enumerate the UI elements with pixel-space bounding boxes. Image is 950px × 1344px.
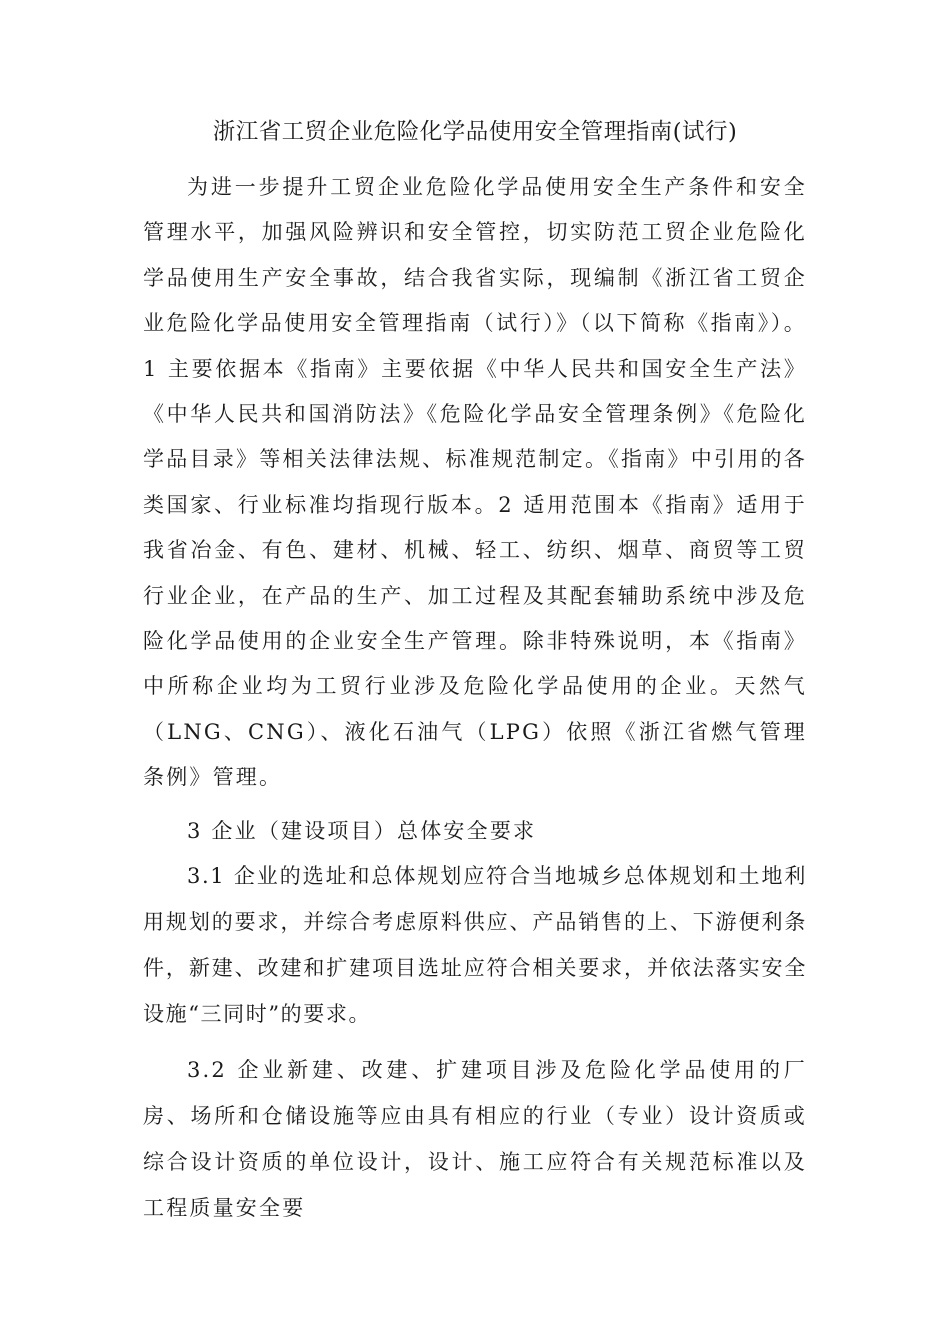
- document-title: 浙江省工贸企业危险化学品使用安全管理指南(试行): [212, 119, 738, 145]
- section-heading-3: 3 企业（建设项目）总体安全要求: [187, 819, 537, 843]
- paragraph-intro: 为进一步提升工贸企业危险化学品使用安全生产条件和安全管理水平，加强风险辨识和安全管控，切实防范工贸企业危险化学品使用生产安全事故，结合我省实际，现编制《浙江省工贸企业危险化学品使用安全管理指南（试行）》（以下简称《指南》）。1 主要依据本《指南》主要依据《中华人民共和国安全生产法》《中华人民共和国消防法》《危险化学品安全管理条例》《危险化学品目录》等相关法律法规、标准规范制定。《指南》中引用的各类国家、行业标准均指现行版本。2 适用范围本《指南》适用于我省冶金、有色、建材、机械、轻工、纺织、烟草、商贸等工贸行业企业，在产品的生产、加工过程及其配套辅助系统中涉及危险化学品使用的企业安全生产管理。除非特殊说明，本《指南》中所称企业均为工贸行业涉及危险化学品使用的企业。天然气（LNG、CNG）、液化石油气（LPG）依照《浙江省燃气管理条例》管理。: [143, 175, 807, 790]
- paragraph-3-1: 3.1 企业的选址和总体规划应符合当地城乡总体规划和土地利用规划的要求，并综合考虑原料供应、产品销售的上、下游便利条件，新建、改建和扩建项目选址应符合相关要求，并依法落实安全设施“三同时”的要求。: [143, 864, 807, 1026]
- paragraph-3-2: 3.2 企业新建、改建、扩建项目涉及危险化学品使用的厂房、场所和仓储设施等应由具有相应的行业（专业）设计资质或综合设计资质的单位设计，设计、施工应符合有关规范标准以及工程质量安全要: [143, 1058, 807, 1220]
